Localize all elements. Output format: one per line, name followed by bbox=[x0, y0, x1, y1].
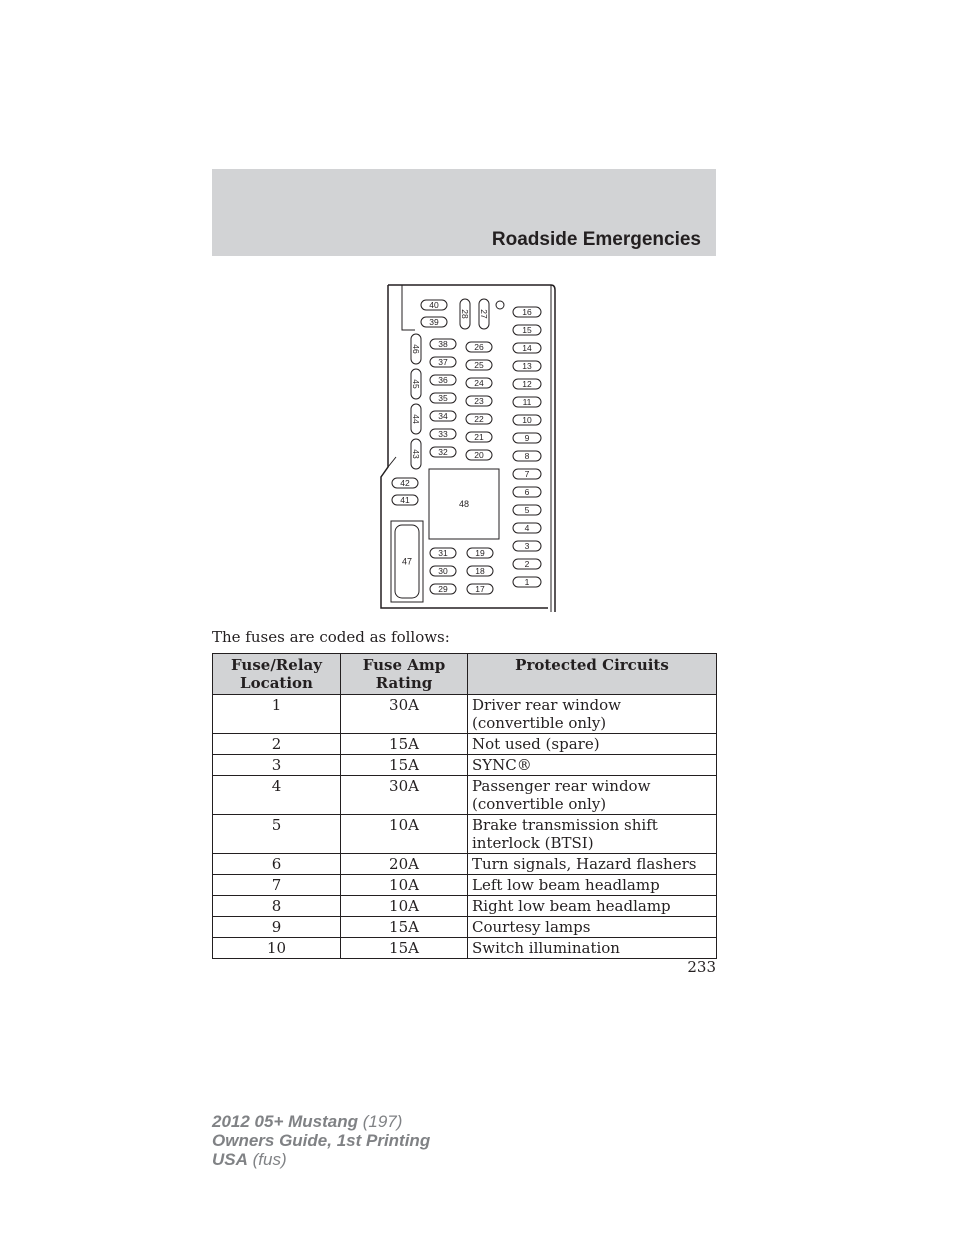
fuse-5 bbox=[513, 505, 541, 515]
cell-amp: 15A bbox=[341, 917, 468, 938]
cell-amp: 10A bbox=[341, 896, 468, 917]
footer-region-code: (fus) bbox=[252, 1150, 287, 1169]
relay-48 bbox=[429, 469, 499, 539]
svg-text:22: 22 bbox=[474, 414, 484, 424]
cell-circuit: Passenger rear window (convertible only) bbox=[468, 776, 717, 815]
cell-location: 2 bbox=[213, 734, 341, 755]
svg-text:36: 36 bbox=[438, 375, 448, 385]
fuse-25 bbox=[466, 360, 492, 370]
table-row bbox=[213, 815, 717, 854]
table-row bbox=[213, 776, 717, 815]
fuse-1 bbox=[513, 577, 541, 587]
svg-text:23: 23 bbox=[474, 396, 484, 406]
cell-amp: 15A bbox=[341, 734, 468, 755]
fuse-41 bbox=[392, 495, 418, 505]
svg-text:11: 11 bbox=[522, 397, 532, 407]
svg-text:35: 35 bbox=[438, 393, 448, 403]
svg-text:4: 4 bbox=[524, 523, 530, 533]
fuse-9 bbox=[513, 433, 541, 443]
cell-location: 4 bbox=[213, 776, 341, 815]
fuse-26 bbox=[466, 342, 492, 352]
cell-amp: 15A bbox=[341, 938, 468, 959]
cell-circuit: Turn signals, Hazard flashers bbox=[468, 854, 717, 875]
cell-location: 3 bbox=[213, 755, 341, 776]
fuse-40 bbox=[421, 300, 447, 310]
fuse-34 bbox=[430, 411, 456, 421]
svg-text:40: 40 bbox=[429, 300, 439, 310]
cell-location: 9 bbox=[213, 917, 341, 938]
fuse-4 bbox=[513, 523, 541, 533]
table-row bbox=[213, 896, 717, 917]
svg-text:30: 30 bbox=[438, 566, 448, 576]
svg-text:17: 17 bbox=[475, 584, 485, 594]
fuse-30 bbox=[430, 566, 456, 576]
svg-text:37: 37 bbox=[438, 357, 448, 367]
svg-text:31: 31 bbox=[438, 548, 448, 558]
fuse-12 bbox=[513, 379, 541, 389]
table-row bbox=[213, 695, 717, 734]
svg-text:16: 16 bbox=[522, 307, 532, 317]
table-row bbox=[213, 755, 717, 776]
svg-text:29: 29 bbox=[438, 584, 448, 594]
svg-text:33: 33 bbox=[438, 429, 448, 439]
fuse-38 bbox=[430, 339, 456, 349]
fuse-28 bbox=[460, 299, 470, 329]
svg-text:8: 8 bbox=[524, 451, 530, 461]
svg-text:10: 10 bbox=[522, 415, 532, 425]
svg-text:44: 44 bbox=[411, 414, 421, 424]
document-footer bbox=[212, 1112, 430, 1169]
fuse-panel-svg bbox=[378, 282, 558, 614]
svg-text:26: 26 bbox=[474, 342, 484, 352]
fuse-15 bbox=[513, 325, 541, 335]
svg-text:28: 28 bbox=[460, 309, 470, 319]
fuse-7 bbox=[513, 469, 541, 479]
svg-text:27: 27 bbox=[479, 309, 489, 319]
cell-circuit: Left low beam headlamp bbox=[468, 875, 717, 896]
svg-text:46: 46 bbox=[411, 344, 421, 354]
fuse-14 bbox=[513, 343, 541, 353]
cell-amp: 10A bbox=[341, 875, 468, 896]
fuse-32 bbox=[430, 447, 456, 457]
svg-text:24: 24 bbox=[474, 378, 484, 388]
svg-text:48: 48 bbox=[458, 499, 470, 509]
fuse-42 bbox=[392, 478, 418, 488]
svg-text:12: 12 bbox=[522, 379, 532, 389]
fuse-36 bbox=[430, 375, 456, 385]
svg-text:20: 20 bbox=[474, 450, 484, 460]
fuse-8 bbox=[513, 451, 541, 461]
svg-text:25: 25 bbox=[474, 360, 484, 370]
cell-circuit: Courtesy lamps bbox=[468, 917, 717, 938]
cell-location: 7 bbox=[213, 875, 341, 896]
svg-text:43: 43 bbox=[411, 449, 421, 459]
cell-location: 5 bbox=[213, 815, 341, 854]
fuse-11 bbox=[513, 397, 541, 407]
svg-text:7: 7 bbox=[524, 469, 530, 479]
fuse-44 bbox=[411, 404, 421, 434]
cell-location: 10 bbox=[213, 938, 341, 959]
fuse-table bbox=[212, 653, 717, 959]
cell-circuit: Right low beam headlamp bbox=[468, 896, 717, 917]
svg-text:38: 38 bbox=[438, 339, 448, 349]
fuse-20 bbox=[466, 450, 492, 460]
intro-text: The fuses are coded as follows: bbox=[212, 628, 450, 646]
fuse-45 bbox=[411, 369, 421, 399]
fuse-39 bbox=[421, 317, 447, 327]
svg-text:3: 3 bbox=[524, 541, 530, 551]
cell-circuit: Not used (spare) bbox=[468, 734, 717, 755]
footer-printing: Owners Guide, 1st Printing bbox=[212, 1131, 431, 1150]
fuse-3 bbox=[513, 541, 541, 551]
svg-text:18: 18 bbox=[475, 566, 485, 576]
fuse-24 bbox=[466, 378, 492, 388]
svg-text:41: 41 bbox=[400, 495, 410, 505]
footer-region: USA bbox=[212, 1150, 248, 1169]
fuse-panel-diagram bbox=[378, 282, 558, 614]
table-row bbox=[213, 734, 717, 755]
svg-text:21: 21 bbox=[474, 432, 484, 442]
table-row bbox=[213, 854, 717, 875]
cell-amp: 30A bbox=[341, 695, 468, 734]
fuse-17 bbox=[467, 584, 493, 594]
fuse-19 bbox=[467, 548, 493, 558]
fuse-33 bbox=[430, 429, 456, 439]
fuse-31 bbox=[430, 548, 456, 558]
table-row bbox=[213, 875, 717, 896]
cell-location: 6 bbox=[213, 854, 341, 875]
svg-text:2: 2 bbox=[524, 559, 530, 569]
fuse-18 bbox=[467, 566, 493, 576]
cell-amp: 20A bbox=[341, 854, 468, 875]
svg-text:1: 1 bbox=[524, 577, 530, 587]
svg-text:39: 39 bbox=[429, 317, 439, 327]
svg-text:42: 42 bbox=[400, 478, 410, 488]
fuse-29 bbox=[430, 584, 456, 594]
section-header-band bbox=[212, 169, 716, 256]
svg-text:9: 9 bbox=[524, 433, 530, 443]
cell-amp: 30A bbox=[341, 776, 468, 815]
fuse-16 bbox=[513, 307, 541, 317]
fuse-13 bbox=[513, 361, 541, 371]
table-row bbox=[213, 917, 717, 938]
fuse-21 bbox=[466, 432, 492, 442]
fuse-6 bbox=[513, 487, 541, 497]
cell-location: 8 bbox=[213, 896, 341, 917]
svg-text:14: 14 bbox=[522, 343, 532, 353]
fuse-27 bbox=[479, 299, 489, 329]
svg-text:19: 19 bbox=[475, 548, 485, 558]
svg-text:15: 15 bbox=[522, 325, 532, 335]
table-header-row bbox=[213, 654, 717, 695]
fuse-group bbox=[391, 299, 541, 602]
table-row bbox=[213, 938, 717, 959]
fuse-35 bbox=[430, 393, 456, 403]
fuse-10 bbox=[513, 415, 541, 425]
fuse-46 bbox=[411, 334, 421, 364]
header-amp-rating: Fuse Amp Rating bbox=[341, 654, 468, 695]
svg-text:45: 45 bbox=[411, 379, 421, 389]
fuse-23 bbox=[466, 396, 492, 406]
cell-amp: 10A bbox=[341, 815, 468, 854]
footer-model: 2012 05+ Mustang bbox=[212, 1112, 358, 1131]
cell-circuit: SYNC® bbox=[468, 755, 717, 776]
fuse-22 bbox=[466, 414, 492, 424]
cell-circuit: Switch illumination bbox=[468, 938, 717, 959]
fuse-37 bbox=[430, 357, 456, 367]
svg-text:13: 13 bbox=[522, 361, 532, 371]
fuse-43 bbox=[411, 439, 421, 469]
svg-text:34: 34 bbox=[438, 411, 448, 421]
svg-text:6: 6 bbox=[524, 487, 530, 497]
fuse-2 bbox=[513, 559, 541, 569]
svg-text:47: 47 bbox=[401, 556, 413, 567]
page-number: 233 bbox=[687, 958, 716, 976]
svg-text:32: 32 bbox=[438, 447, 448, 457]
cell-circuit: Brake transmission shift interlock (BTSI) bbox=[468, 815, 717, 854]
footer-model-code: (197) bbox=[362, 1112, 403, 1131]
cell-location: 1 bbox=[213, 695, 341, 734]
cell-amp: 15A bbox=[341, 755, 468, 776]
section-title: Roadside Emergencies bbox=[491, 229, 701, 250]
cell-circuit: Driver rear window (convertible only) bbox=[468, 695, 717, 734]
relay-47 bbox=[391, 521, 423, 602]
svg-text:5: 5 bbox=[524, 505, 530, 515]
header-protected-circuits: Protected Circuits bbox=[468, 654, 717, 695]
header-location: Fuse/Relay Location bbox=[213, 654, 341, 695]
